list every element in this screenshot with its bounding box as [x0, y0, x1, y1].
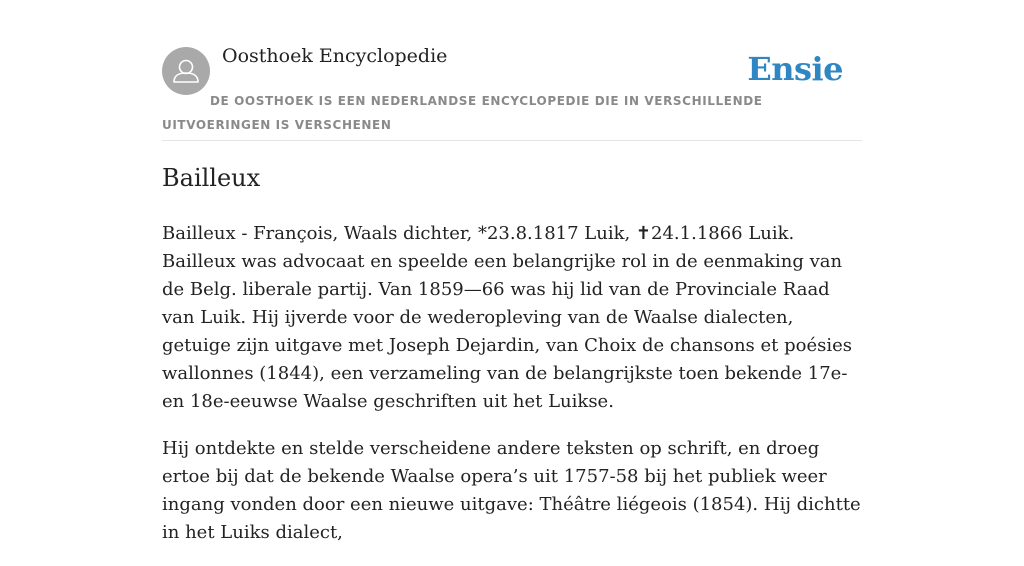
- article-paragraph-2: Hij ontdekte en stelde verscheidene andere teksten op schrift, en droeg ertoe bij dat de bekende Waalse opera’s uit 1757-58 bij het publiek weer ingang vonden door een nieuwe uitgave: Théâtre liégeois (1854). Hij dichtte in het Luiks dialect,: [162, 438, 861, 543]
- site-header: [162, 0, 862, 141]
- article-title: Bailleux: [162, 164, 261, 192]
- ensie-logo[interactable]: Ensie: [747, 50, 843, 88]
- article-paragraph-1: Bailleux - François, Waals dichter, *23.8.1817 Luik, ✝24.1.1866 Luik. Bailleux was advocaat en speelde een belangrijke rol in de eenmaking van de Belg. liberale partij. Van 1859—66 was hij lid van de Provinciale Raad van Luik. Hij ijverde voor de wederopleving van de Waalse dialecten, getuige zijn uitgave met Joseph Dejardin, van Choix de chansons et poésies wallonnes (1844), een verzameling van de belangrijkste toen bekende 17e- en 18e-eeuwse Waalse geschriften uit het Luikse.: [162, 223, 853, 412]
- site-title-link[interactable]: Oosthoek Encyclopedie: [222, 45, 448, 67]
- article: [162, 158, 862, 566]
- user-avatar-icon[interactable]: [162, 47, 210, 95]
- site-tagline: DE OOSTHOEK IS EEN NEDERLANDSE ENCYCLOPEDIE DIE IN VERSCHILLENDE UITVOERINGEN IS VERSCHENEN: [162, 94, 763, 132]
